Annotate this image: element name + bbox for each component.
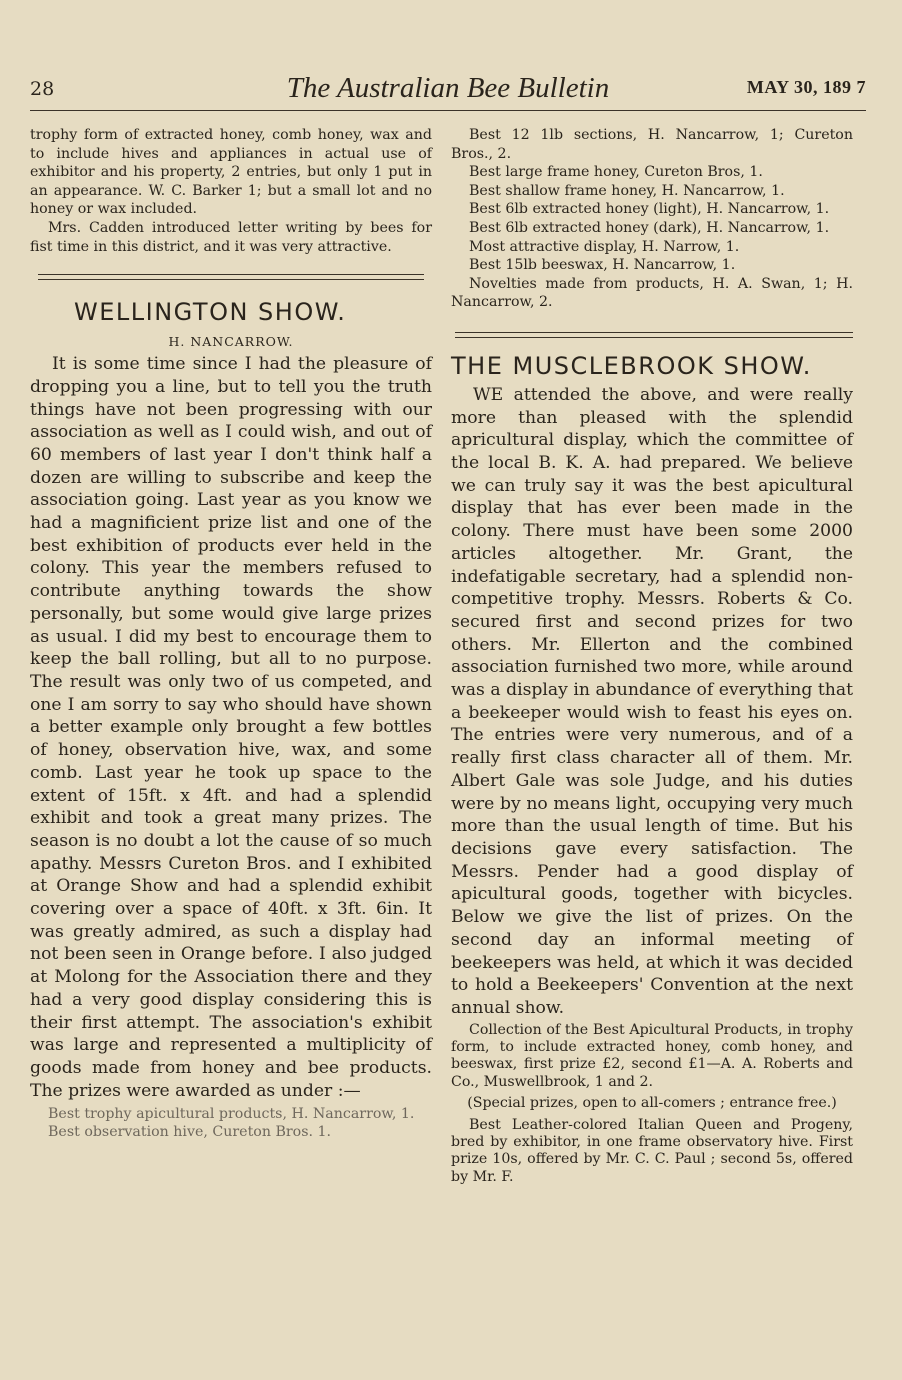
prize-note: (Special prizes, open to all-comers ; entrance free.) (467, 1095, 837, 1112)
page-header (30, 72, 866, 108)
page-number: 28 (30, 78, 55, 100)
intro-text (30, 126, 432, 256)
prize-list (451, 126, 853, 312)
section-title-wellington: WELLINGTON SHOW. (74, 298, 347, 327)
musclebrook-prizes (451, 1022, 853, 1187)
prize-item: Best shallow frame honey, H. Nancarrow, 1. (469, 182, 785, 199)
header-rule (30, 110, 866, 111)
byline: H. NANCARROW. (168, 334, 294, 350)
prize-item: Most attractive display, H. Narrow, 1. (469, 238, 740, 255)
article-paragraph: It is some time since I had the pleasure of dropping you a line, but to tell you the truth things have not been progressing with our association as well as I could wish, and out of 60 members of last year I don't think half a dozen are willing to subscribe and keep the association going. Last year as you know we had a magnificient prize list and one of the best exhibition of products ever held in the colony. This year the members refused to contribute anything towards the show personally, but some would give large prizes as usual. I did my best to encourage them to keep the ball rolling, but all to no purpose. The result was only two of us competed, and one I am sorry to say who should have shown a better example only brought a few bottles of honey, observation hive, wax, and some comb. Last year he took up space to the extent of 15ft. x 4ft. and had a splendid exhibit and took a great many prizes. The season is no doubt a lot the cause of so much apathy. Messrs Cureton Bros. and I exhibited at Orange Show and had a splendid exhibit covering over a space of 40ft. x 3ft. 6in. It was greatly admired, as such a display had not been seen in Orange before. I also judged at Molong for the Association there and they had a very good display considering this is their first attempt. The association's exhibit was large and represented a multiplicity of goods made from honey and bee products. The prizes were awarded as under :— (30, 354, 432, 1101)
left-column (30, 126, 432, 1141)
section-divider (455, 332, 853, 338)
wellington-body (30, 353, 432, 1102)
intro-paragraph-1: trophy form of extracted honey, comb honey, wax and to include hives and appliances in actual use of exhibitor and his property, 2 entries, but only 1 put in an appearance. W. C. Barker 1; but a small lot and no honey or wax included. (30, 127, 432, 218)
article-paragraph: WE attended the above, and were really more than pleased with the splendid apricultural display, which the committee of the local B. K. A. had prepared. We believe we can truly say it was the best apicultural display that has ever been made in the colony. There must have been some 2000 articles altogether. Mr. Grant, the indefatigable secretary, had a splendid non-competitive trophy. Messrs. Roberts & Co. secured first and second prizes for two others. Mr. Ellerton and the combined association furnished two more, while around was a display in abundance of everything that a beekeeper would wish to feast his eyes on. The entries were very numerous, and of a really first class character all of them. Mr. Albert Gale was sole Judge, and his duties were by no means light, occupying very much more than the usual length of time. But his decisions gave every satisfaction. The Messrs. Pender had a good display of apicultural goods, together with bicycles. Below we give the list of prizes. On the second day an informal meeting of beekeepers was held, at which it was decided to hold a Beekeepers' Convention at the next annual show. (451, 384, 853, 1018)
prize-item: Best 12 1lb sections, H. Nancarrow, 1; Cureton Bros., 2. (451, 127, 853, 162)
prize-item: Best 6lb extracted honey (dark), H. Nancarrow, 1. (469, 219, 830, 236)
publication-title: The Australian Bee Bulletin (286, 72, 610, 104)
section-title-musclebrook: THE MUSCLEBROOK SHOW. (451, 351, 812, 380)
section-divider (38, 274, 424, 280)
prize-paragraph: Best Leather-colored Italian Queen and Progeny, bred by exhibitor, in one frame observatory hive. First prize 10s, offered by Mr. C. C. Paul ; second 5s, offered by Mr. F. (451, 1116, 853, 1185)
issue-date: MAY 30, 189 7 (746, 77, 866, 97)
wellington-prizes (30, 1106, 432, 1141)
intro-paragraph-2: Mrs. Cadden introduced letter writing by bees for fist time in this district, and it was very attractive. (30, 219, 432, 255)
prize-item: Best 15lb beeswax, H. Nancarrow, 1. (469, 257, 736, 274)
prize-item: Best 6lb extracted honey (light), H. Nancarrow, 1. (469, 201, 830, 218)
right-column (451, 126, 853, 1186)
prize-item: Novelties made from products, H. A. Swan, 1; H. Nancarrow, 2. (451, 275, 853, 311)
prize-item: Best observation hive, Cureton Bros. 1. (48, 1123, 332, 1140)
prize-item: Best large frame honey, Cureton Bros, 1. (469, 164, 763, 181)
musclebrook-body (451, 384, 853, 1020)
prize-item: Best trophy apicultural products, H. Nancarrow, 1. (48, 1106, 415, 1123)
prize-paragraph: Collection of the Best Apicultural Products, in trophy form, to include extracted honey, comb honey, and beeswax, first prize £2, second £1—A. A. Roberts and Co., Muswellbrook, 1 and 2. (451, 1021, 853, 1090)
